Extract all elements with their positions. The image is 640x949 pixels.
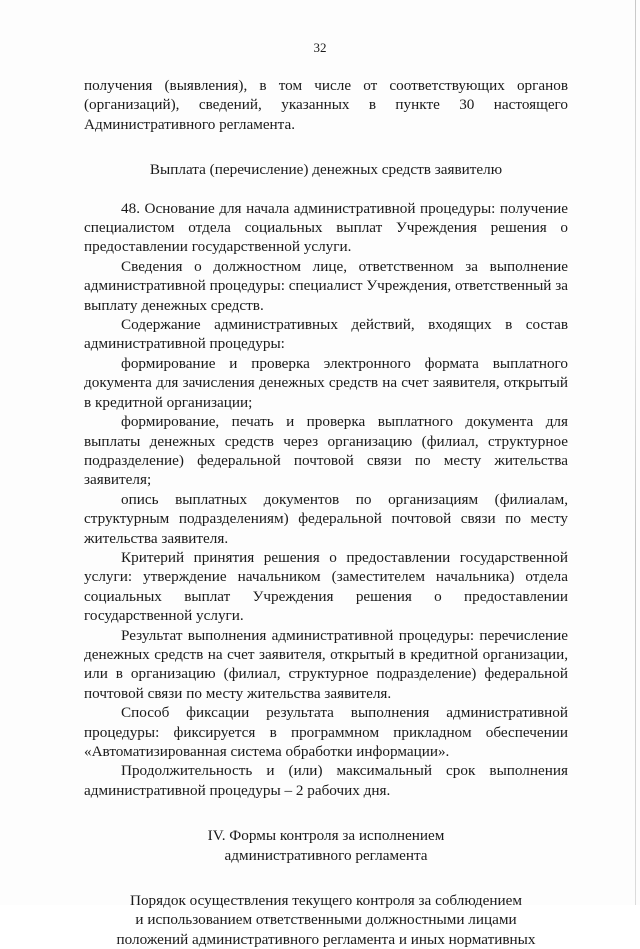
page-edge-shadow <box>635 0 636 905</box>
section-heading-payment: Выплата (перечисление) денежных средств заявителю <box>149 161 503 179</box>
paragraph-duration: Продолжительность и (или) максимальный срок выполнения административной процедуры – 2 рабочих дня. <box>84 762 568 799</box>
subsection-heading-control <box>84 891 568 949</box>
section-heading-iv-line2: административного регламента <box>224 846 428 864</box>
section-heading-iv <box>84 826 568 865</box>
section-heading-iv-line1: IV. Формы контроля за исполнением <box>207 827 445 845</box>
paragraph-48-basis: 48. Основание для начала административной процедуры: получение специалистом отдела социальных выплат Учреждения решения о предоставлении государственной услуги. <box>84 199 568 256</box>
paragraph-actions-content: Содержание административных действий, входящих в состав административной процедуры: <box>84 316 568 353</box>
subsection-heading-line3: положений административного регламента и иных нормативных <box>116 930 536 948</box>
paragraph-result: Результат выполнения административной процедуры: перечисление денежных средств на счет заявителя, открытый в кредитной организации, или в организацию (филиал, структурное подразделение) федеральной почтовой связи по месту жительства заявителя. <box>84 626 568 702</box>
list-item-inventory: опись выплатных документов по организациям (филиалам, структурным подразделениям) федеральной почтовой связи по месту жительства заявителя. <box>84 490 568 547</box>
paragraph-continuation: получения (выявления), в том числе от соответствующих органов (организаций), сведений, указанных в пункте 30 настоящего Административного регламента. <box>84 77 568 133</box>
page-body <box>84 76 568 949</box>
list-item-electronic-format: формирование и проверка электронного формата выплатного документа для зачисления денежных средств на счет заявителя, открытый в кредитной организации; <box>84 354 568 411</box>
paragraph-decision-criterion: Критерий принятия решения о предоставлении государственной услуги: утверждение начальником (заместителем начальника) отдела социальных выплат Учреждения решения о предоставлении государственной услуги. <box>84 548 568 625</box>
paragraph-responsible-official: Сведения о должностном лице, ответственном за выполнение административной процедуры: специалист Учреждения, ответственный за выплату денежных средств. <box>84 257 568 314</box>
page-number: 32 <box>313 40 327 55</box>
subsection-heading-line2: и использованием ответственными должностными лицами <box>135 911 517 929</box>
paragraph-fixation-method: Способ фиксации результата выполнения административной процедуры: фиксируется в программном прикладном обеспечении «Автоматизированная система обработки информации». <box>84 704 568 760</box>
list-item-print-document: формирование, печать и проверка выплатного документа для выплаты денежных средств через организацию (филиал, структурное подразделение) федеральной почтовой связи по месту жительства заявителя; <box>84 413 568 489</box>
subsection-heading-line1: Порядок осуществления текущего контроля за соблюдением <box>129 892 523 910</box>
